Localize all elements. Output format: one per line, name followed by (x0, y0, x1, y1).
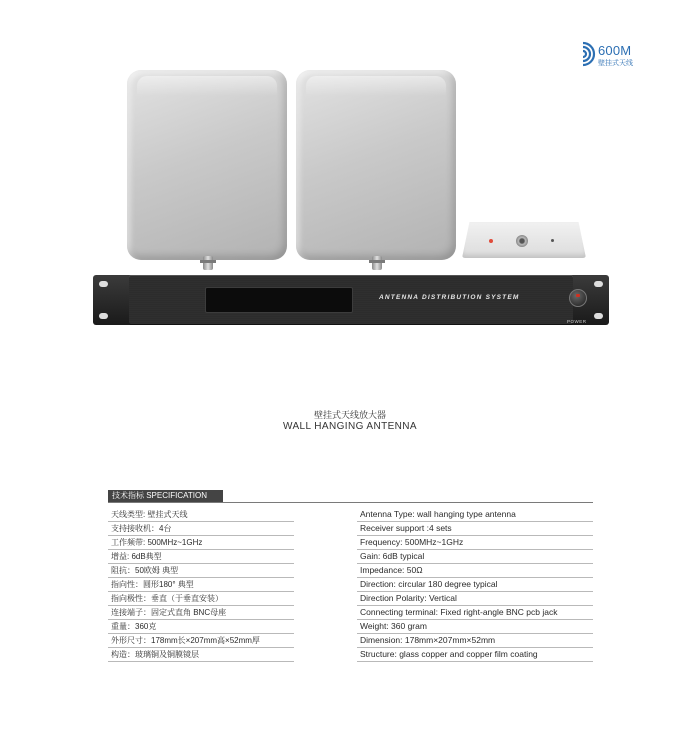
spec-divider (108, 502, 593, 503)
spec-row: 连接端子：固定式直角 BNC母座 (108, 606, 294, 620)
spec-row: 天线类型: 壁挂式天线 (108, 508, 294, 522)
indicator-led-icon (489, 239, 493, 243)
spec-row: 指向性：圆形180° 典型 (108, 578, 294, 592)
mount-hole-icon (594, 313, 603, 319)
spec-row: 工作频带: 500MHz~1GHz (108, 536, 294, 550)
spec-row: Antenna Type: wall hanging type antenna (357, 508, 593, 522)
spec-row: Impedance: 50Ω (357, 564, 593, 578)
spec-row: Structure: glass copper and copper film coating (357, 648, 593, 662)
rack-front-panel (129, 275, 587, 325)
power-label: POWER (567, 319, 587, 324)
product-caption-chinese: 壁挂式天线放大器 (313, 410, 386, 420)
mount-hole-icon (99, 313, 108, 319)
bnc-connector-right (372, 256, 382, 270)
spec-row: 指向极性：垂直（于垂直安装） (108, 592, 294, 606)
wall-antenna-panel-left (127, 70, 287, 260)
small-antenna-unit (462, 222, 586, 258)
spec-row: 构造：玻璃铜及铜膜镜层 (108, 648, 294, 662)
spec-row: Direction Polarity: Vertical (357, 592, 593, 606)
badge-subtitle: 壁挂式天线 (598, 60, 633, 67)
mount-hole-icon (594, 281, 603, 287)
spec-row: 重量：360克 (108, 620, 294, 634)
wall-antenna-panel-right (296, 70, 456, 260)
spec-row: Frequency: 500MHz~1GHz (357, 536, 593, 550)
bnc-port-icon (516, 235, 528, 247)
display-window (205, 287, 353, 313)
antenna-distribution-rack (93, 275, 609, 325)
spec-row: Connecting terminal: Fixed right-angle BNC pcb jack (357, 606, 593, 620)
signal-wave-icon (580, 40, 598, 68)
spec-row: Receiver support :4 sets (357, 522, 593, 536)
mount-hole-icon (99, 281, 108, 287)
spec-row: 外形尺寸：178mm长×207mm高×52mm厚 (108, 634, 294, 648)
spec-row: 支持接收机：4台 (108, 522, 294, 536)
spec-list-chinese (108, 508, 294, 662)
spec-row: 阻抗：50欧姆 典型 (108, 564, 294, 578)
rack-label: ANTENNA DISTRIBUTION SYSTEM (379, 294, 520, 301)
spec-header: 技术指标 SPECIFICATION (108, 490, 223, 502)
bnc-connector-left (203, 256, 213, 270)
spec-list-english (357, 508, 593, 662)
model-badge (580, 40, 660, 70)
spec-row: Gain: 6dB typical (357, 550, 593, 564)
status-dot-icon (551, 239, 554, 242)
spec-row: Weight: 360 gram (357, 620, 593, 634)
power-button-icon (569, 289, 587, 307)
spec-row: 增益: 6dB典型 (108, 550, 294, 564)
spec-row: Direction: circular 180 degree typical (357, 578, 593, 592)
product-caption-english: WALL HANGING ANTENNA (283, 421, 417, 432)
spec-row: Dimension: 178mm×207mm×52mm (357, 634, 593, 648)
badge-model-text: 600M (598, 43, 632, 58)
